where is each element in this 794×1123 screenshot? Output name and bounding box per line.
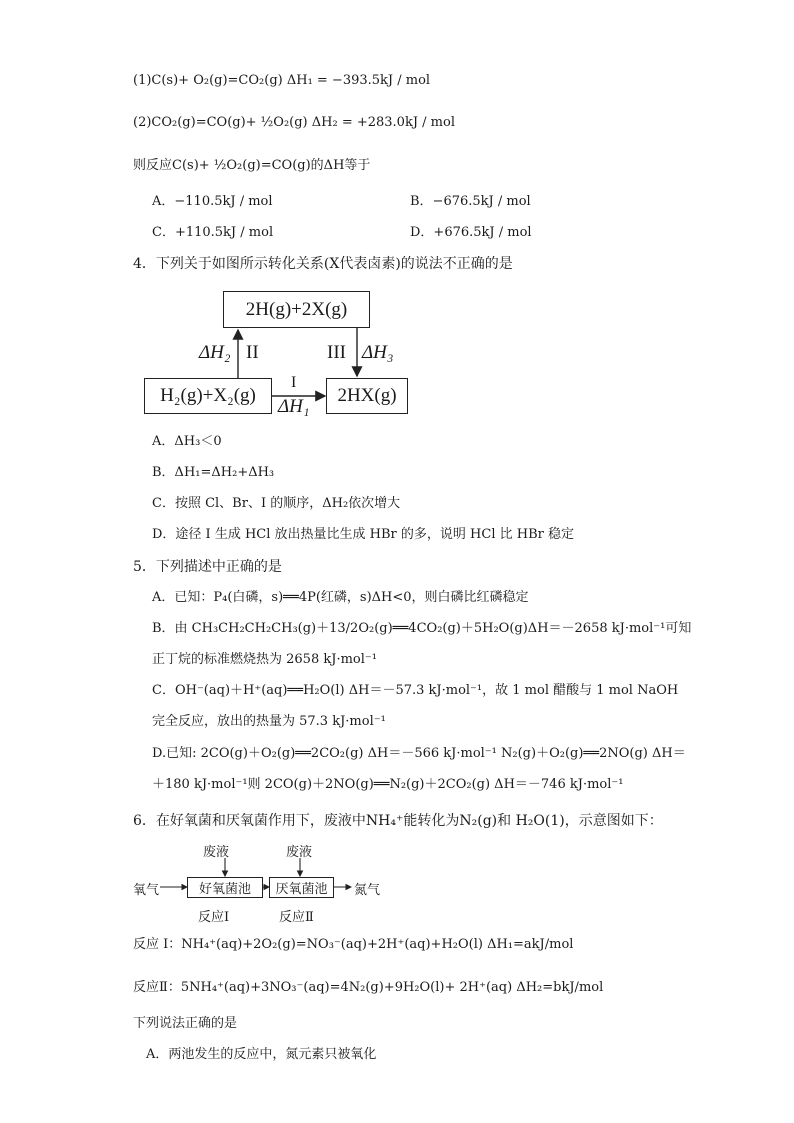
reaction-2-equation: 反应Ⅱ：5NH₄⁺(aq)+3NO₃⁻(aq)=4N₂(g)+9H₂O(l)+ 2H⁺(aq) ΔH₂=bkJ/mol — [133, 980, 604, 995]
reaction-1-equation: 反应 I：NH₄⁺(aq)+2O₂(g)=NO₃⁻(aq)+2H⁺(aq)+H₂O(l) ΔH₁=akJ/mol — [133, 937, 574, 952]
label-dh2: ΔH₂ — [199, 342, 231, 363]
q6-option-a: A．两池发生的反应中，氮元素只被氧化 — [146, 1047, 377, 1062]
label-dh3: ΔH₃ — [362, 342, 394, 363]
label-oxygen: 氧气 — [133, 883, 160, 898]
box-product: 2HX(g) — [326, 378, 408, 414]
q5-option-d-line2: ＋180 kJ·mol⁻¹则 2CO(g)＋2NO(g)══N₂(g)＋2CO₂(g) ΔH＝－746 kJ·mol⁻¹ — [152, 777, 624, 792]
label-reaction-1: 反应Ⅰ — [198, 910, 230, 925]
q5-option-b-line2: 正丁烷的标准燃烧热为 2658 kJ·mol⁻¹ — [152, 652, 377, 667]
q5-option-c-line2: 完全反应，放出的热量为 57.3 kJ·mol⁻¹ — [152, 714, 386, 729]
q5-option-c-line1: C．OH⁻(aq)＋H⁺(aq)══H₂O(l) ΔH＝－57.3 kJ·mol⁻¹，故 1 mol 醋酸与 1 mol NaOH — [152, 683, 679, 698]
label-dh1: ΔH₁ — [278, 396, 310, 417]
q5-option-a: A．已知：P₄(白磷，s)══4P(红磷，s)ΔH<0，则白磷比红磷稳定 — [152, 590, 529, 605]
box-atoms: 2H(g)+2X(g) — [223, 291, 370, 328]
q6-stem: 6．在好氧菌和厌氧菌作用下，废液中NH₄⁺能转化为N₂(g)和 H₂O(1)，示意图如下： — [133, 813, 663, 829]
equation-1: (1)C(s)+ O₂(g)=CO₂(g) ΔH₁ = −393.5kJ / mol — [133, 73, 431, 88]
q4-option-d: D．途径 I 生成 HCl 放出热量比生成 HBr 的多，说明 HCl 比 HBr 稳定 — [152, 527, 574, 542]
q3-option-a: A．−110.5kJ / mol — [152, 194, 273, 209]
label-waste-2: 废液 — [286, 845, 313, 860]
q4-option-a: A．ΔH₃＜0 — [152, 434, 222, 449]
q5-option-b-line1: B．由 CH₃CH₂CH₂CH₃(g)＋13/2O₂(g)══4CO₂(g)＋5H₂O(g)ΔH＝－2658 kJ·mol⁻¹可知 — [152, 621, 692, 636]
label-waste-1: 废液 — [203, 845, 230, 860]
label-nitrogen: 氮气 — [354, 883, 381, 898]
label-iii: III — [327, 342, 346, 363]
q3-stem: 则反应C(s)+ ½O₂(g)=CO(g)的ΔH等于 — [133, 158, 371, 173]
equation-2: (2)CO₂(g)=CO(g)+ ½O₂(g) ΔH₂ = +283.0kJ / mol — [133, 115, 455, 130]
label-i: I — [291, 374, 297, 391]
q5-stem: 5．下列描述中正确的是 — [133, 559, 282, 575]
q6-prompt: 下列说法正确的是 — [133, 1016, 238, 1031]
box-reactants: H₂(g)+X₂(g) — [144, 378, 272, 414]
box-aerobic-pool: 好氧菌池 — [187, 877, 263, 898]
label-ii: II — [246, 342, 259, 363]
label-reaction-2: 反应Ⅱ — [279, 910, 314, 925]
q4-option-b: B．ΔH₁=ΔH₂+ΔH₃ — [152, 465, 275, 480]
box-anaerobic-pool: 厌氧菌池 — [269, 877, 334, 898]
q3-option-b: B．−676.5kJ / mol — [410, 194, 531, 209]
q5-option-d-line1: D.已知: 2CO(g)＋O₂(g)══2CO₂(g) ΔH＝－566 kJ·mol⁻¹ N₂(g)＋O₂(g)══2NO(g) ΔH＝ — [152, 746, 686, 761]
q3-option-c: C．+110.5kJ / mol — [152, 225, 274, 240]
q4-option-c: C．按照 Cl、Br、I 的顺序，ΔH₂依次增大 — [152, 496, 401, 511]
q3-option-d: D．+676.5kJ / mol — [410, 225, 532, 240]
q4-stem: 4．下列关于如图所示转化关系(X代表卤素)的说法不正确的是 — [133, 256, 513, 272]
